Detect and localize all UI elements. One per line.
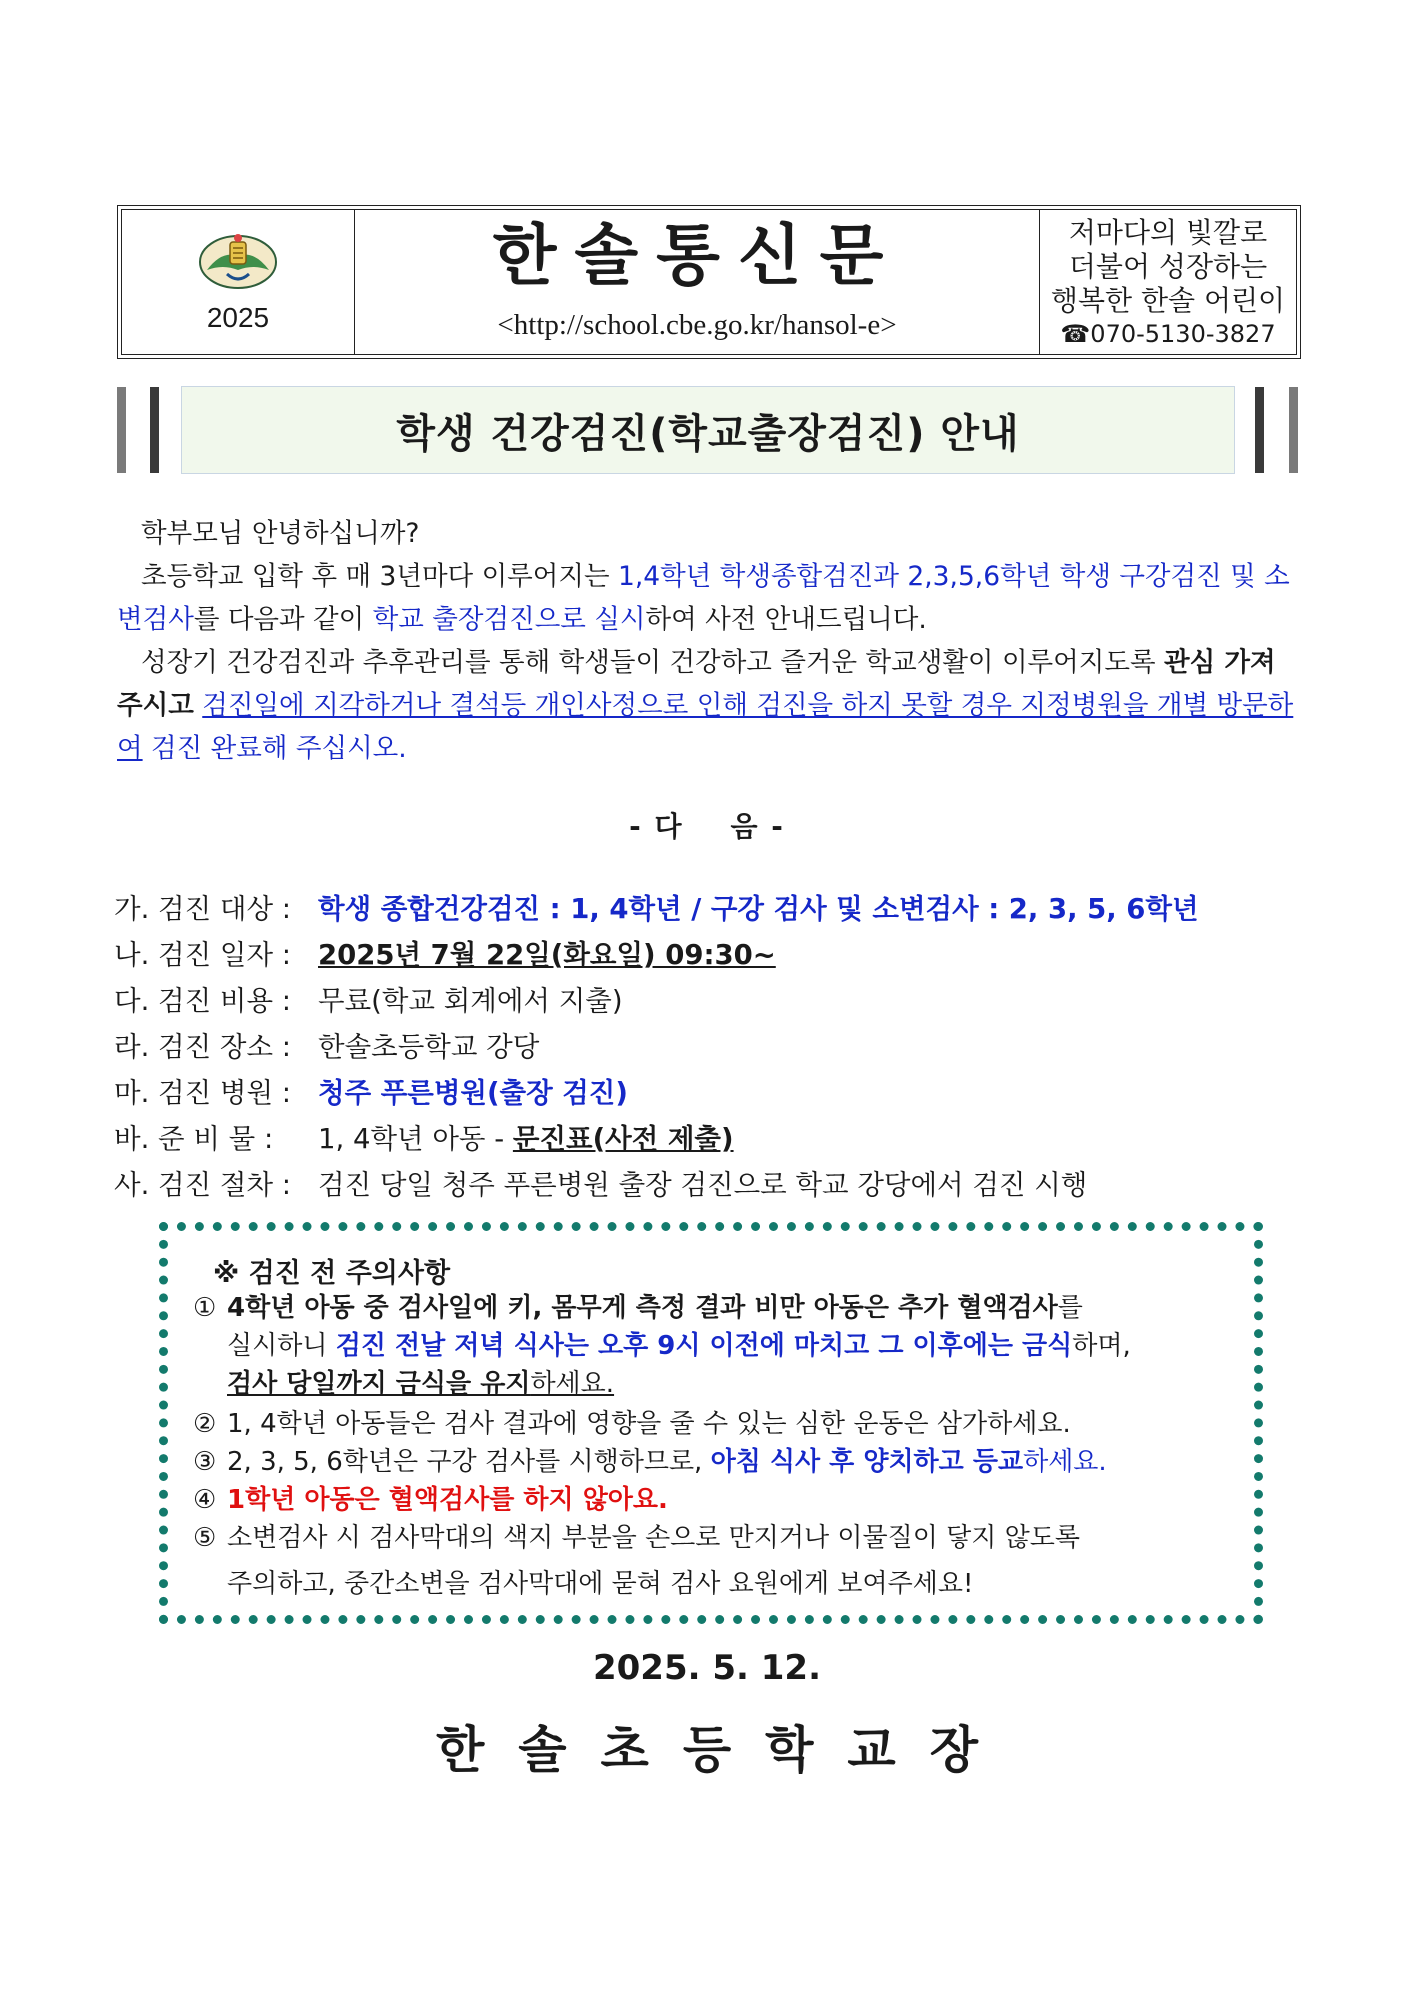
caution-text: 소변검사 시 검사막대의 색지 부분을 손으로 만지거나 이물질이 닿지 않도록 — [227, 1523, 1080, 1553]
notice-title: 학생 건강검진(학교출장검진) 안내 — [396, 410, 1020, 457]
issue-date: 2025. 5. 12. — [592, 1648, 822, 1688]
da-eum-heading: - 다 음 - — [629, 810, 785, 843]
newsletter-header — [117, 205, 1301, 359]
caution-text: 주의하고, 중간소변을 검사막대에 묻혀 검사 요원에게 보여주세요! — [227, 1569, 974, 1599]
detail-label: 가. 검진 대상 : — [114, 893, 292, 925]
caution-item-3 — [193, 1441, 1107, 1478]
caution-title: ※ 검진 전 주의사항 — [213, 1258, 451, 1289]
caution-item-4 — [193, 1479, 668, 1516]
detail-value: 문진표(사전 제출) — [512, 1123, 734, 1155]
detail-supplies — [114, 1116, 1314, 1162]
intro-highlight-exams: 1,4학년 학생종합검진과 2,3,5,6학년 학생 구강검진 및 소변검사 — [117, 561, 1290, 635]
detail-value: 학생 종합건강검진 : 1, 4학년 / 구강 검사 및 소변검사 : 2, 3, 5, 6학년 — [318, 893, 1199, 925]
header-right — [1040, 210, 1296, 354]
newsletter-title: 한솔통신문 — [492, 216, 902, 294]
caution-text-highlight: 검진 전날 저녁 식사는 오후 9시 이전에 마치고 그 이후에는 금식 — [335, 1331, 1073, 1361]
caution-text: 하며, — [1072, 1331, 1131, 1361]
slogan-line: 저마다의 빛깔로 — [1068, 216, 1268, 249]
detail-cost — [114, 978, 1314, 1024]
caution-text: 2, 3, 5, 6학년은 구강 검사를 시행하므로, — [227, 1447, 711, 1477]
caution-number: ⑤ — [193, 1523, 217, 1553]
slogan-line: 더불어 성장하는 — [1068, 250, 1268, 283]
school-emblem-icon — [197, 230, 279, 292]
caution-text: 를 — [1057, 1293, 1083, 1323]
banner-bar-right-inner — [1255, 387, 1264, 473]
banner-bar-left-outer — [117, 387, 126, 473]
intro-bold-interest: 관심 가져 주시고 — [117, 647, 1276, 721]
banner-bar-right-outer — [1289, 387, 1298, 473]
detail-value-plain: 1, 4학년 아동 - — [318, 1123, 513, 1155]
caution-number: ① — [193, 1293, 217, 1323]
intro-text: 성장기 건강검진과 추후관리를 통해 학생들이 건강하고 즐거운 학교생활이 이루어지도록 — [141, 647, 1164, 678]
caution-box — [159, 1222, 1263, 1624]
detail-value: 한솔초등학교 강당 — [318, 1031, 540, 1063]
intro-highlight-complete: 검진 완료해 주십시오. — [142, 733, 407, 764]
detail-place — [114, 1024, 1314, 1070]
title-banner — [181, 386, 1235, 474]
caution-item-2 — [193, 1403, 1071, 1440]
detail-label: 바. 준 비 물 : — [114, 1123, 274, 1155]
intro-text: 초등학교 입학 후 매 3년마다 이루어지는 — [141, 561, 618, 592]
caution-text: 1, 4학년 아동들은 검사 결과에 영향을 줄 수 있는 심한 운동은 삼가하세요. — [227, 1409, 1071, 1439]
detail-label: 사. 검진 절차 : — [114, 1169, 292, 1201]
caution-item-1-cont — [168, 1325, 1131, 1362]
intro-highlight-onsite: 학교 출장검진으로 실시 — [372, 604, 646, 635]
detail-value: 검진 당일 청주 푸른병원 출장 검진으로 학교 강당에서 검진 시행 — [318, 1169, 1088, 1201]
phone-number: ☎070-5130-3827 — [1060, 320, 1276, 348]
header-year: 2025 — [206, 302, 270, 333]
intro-underlined-notice: 검진일에 지각하거나 결석등 개인사정으로 인해 검진을 하지 못할 경우 지정병원을 개별 방문하여 — [117, 690, 1294, 764]
caution-text-red: 1학년 아동은 혈액검사를 하지 않아요. — [227, 1485, 668, 1515]
banner-bar-left-inner — [150, 387, 159, 473]
greeting: 학부모님 안녕하십니까? — [141, 518, 420, 549]
header-left — [122, 210, 355, 354]
detail-label: 라. 검진 장소 : — [114, 1031, 292, 1063]
caution-item-5-cont — [168, 1563, 973, 1600]
caution-item-1-cont2 — [168, 1363, 614, 1400]
caution-text-highlight: 아침 식사 후 양치하고 등교 — [710, 1447, 1024, 1477]
header-middle — [355, 210, 1040, 354]
detail-value: 2025년 7월 22일(화요일) 09:30~ — [318, 939, 776, 971]
caution-text: 하세요. — [1023, 1447, 1107, 1477]
intro-text: 를 다음과 같이 — [193, 604, 373, 635]
detail-value: 청주 푸른병원(출장 검진) — [318, 1077, 628, 1109]
slogan-line: 행복한 한솔 어린이 — [1050, 284, 1286, 317]
detail-label: 마. 검진 병원 : — [114, 1077, 292, 1109]
caution-number: ③ — [193, 1447, 217, 1477]
detail-label: 나. 검진 일자 : — [114, 939, 292, 971]
header-inner — [121, 209, 1297, 355]
caution-text: 실시하니 — [227, 1331, 336, 1361]
details-list — [114, 886, 1314, 1208]
detail-hospital — [114, 1070, 1314, 1116]
caution-item-1 — [193, 1287, 1083, 1324]
detail-target — [114, 886, 1314, 932]
detail-value: 무료(학교 회계에서 지출) — [318, 985, 623, 1017]
intro-text: 하여 사전 안내드립니다. — [645, 604, 927, 635]
detail-label: 다. 검진 비용 : — [114, 985, 292, 1017]
caution-text: 하세요. — [530, 1369, 615, 1399]
intro-space — [194, 690, 202, 721]
caution-number: ④ — [193, 1485, 217, 1515]
intro-paragraph-2 — [117, 641, 1309, 770]
caution-text: 4학년 아동 중 검사일에 키, 몸무게 측정 결과 비만 아동은 추가 혈액검사 — [227, 1293, 1058, 1323]
detail-date — [114, 932, 1314, 978]
school-url-link[interactable]: <http://school.cbe.go.kr/hansol-e> — [497, 308, 897, 341]
detail-procedure — [114, 1162, 1314, 1208]
principal-signature: 한솔초등학교장 — [435, 1721, 1013, 1779]
caution-number: ② — [193, 1409, 217, 1439]
caution-text-fasting: 검사 당일까지 금식을 유지 — [227, 1369, 531, 1399]
intro-paragraph-1 — [117, 555, 1309, 641]
caution-item-5 — [193, 1517, 1080, 1554]
